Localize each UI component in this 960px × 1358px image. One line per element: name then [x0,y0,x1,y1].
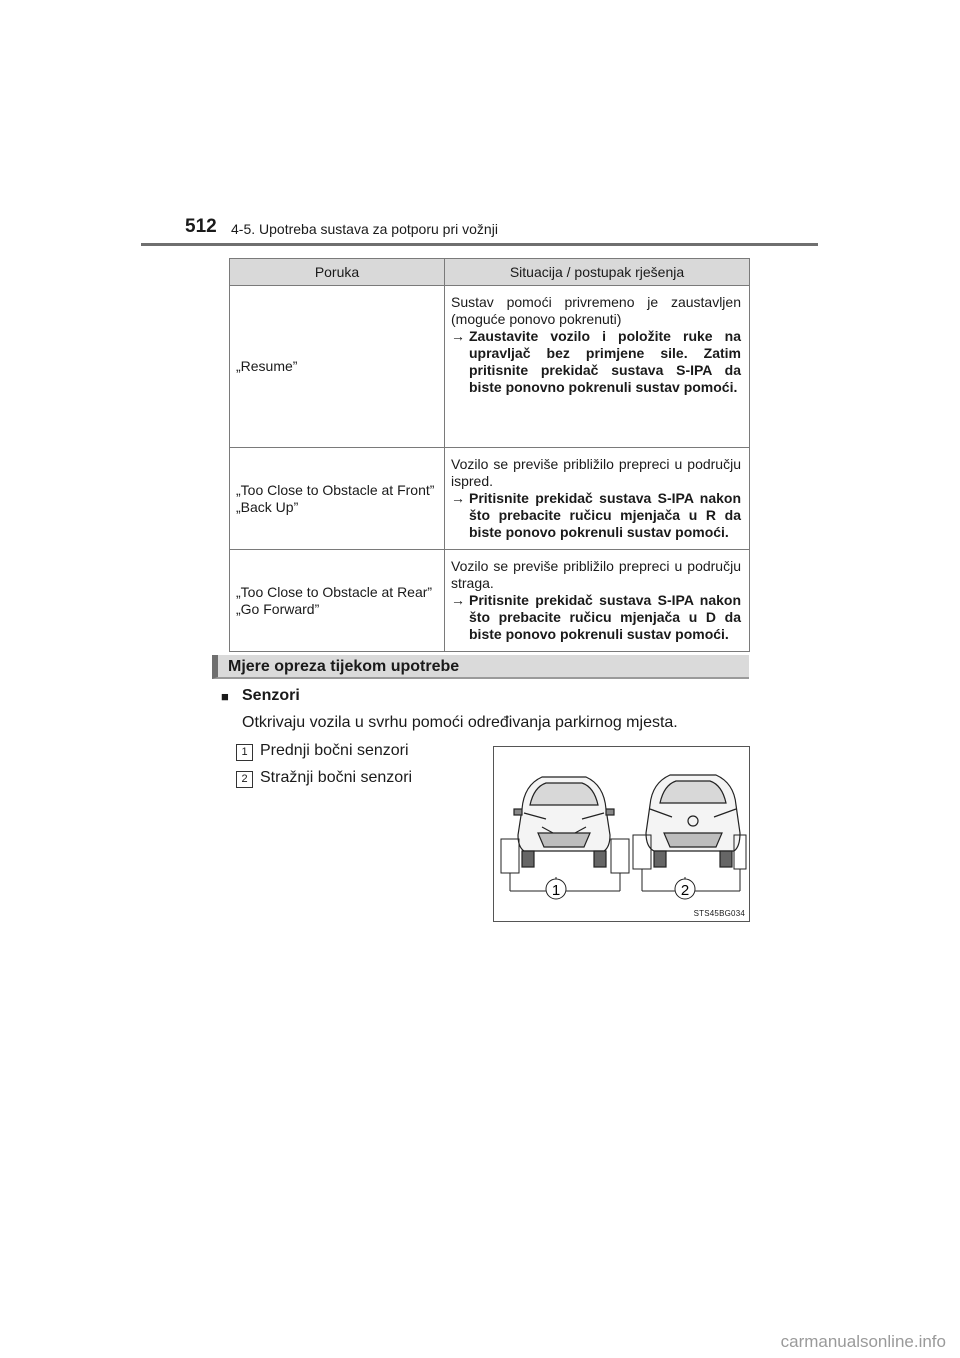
item-label-rear-sensors: Stražnji bočni senzori [260,769,413,786]
car-front-view [514,777,614,867]
situation-cell [445,550,750,652]
square-bullet-icon: ■ [221,689,229,704]
chapter-title: 4-5. Upotreba sustava za potporu pri vožnji [231,221,498,237]
column-header-message: Poruka [230,259,445,286]
item-label-front-sensors: Prednji bočni senzori [260,742,409,759]
callout-number-2: 2 [236,771,253,788]
callout-number-1: 1 [236,744,253,761]
header-divider [141,243,818,246]
figure-code: STS45BG034 [693,909,745,918]
situation-cell [445,448,750,550]
table-row [230,550,750,652]
action-label: Pritisnite prekidač sustava S-IPA nakon što prebacite ručicu mjenjača u R da biste ponovo pokrenuli sustav pomoći. [469,490,741,540]
action-label: Zaustavite vozilo i položite ruke na upravljač bez primjene sile. Zatim pritisnite prekidač sustava S-IPA da biste ponovno pokrenuli sustav pomoći. [469,328,741,395]
action-text [451,328,741,396]
message-table [229,258,750,652]
figure-callout-1: 1 [551,882,561,899]
watermark: carmanualsonline.info [780,1332,946,1351]
action-text [451,490,741,541]
message-text: „Too Close to Obstacle at Front” [236,481,435,498]
situation-cell [445,286,750,448]
message-cell [230,286,445,448]
column-header-situation: Situacija / postupak rješenja [445,259,750,286]
subsection-title: Senzori [242,687,300,704]
section-title: Mjere opreza tijekom upotrebe [228,658,460,675]
message-text-secondary: „Go Forward” [236,600,320,617]
table-header-row [230,259,750,286]
situation-text: Sustav pomoći privremeno je zaustavljen (moguće ponovo pokrenuti) [451,294,741,327]
arrow-icon: → [451,592,465,608]
table-row [230,448,750,550]
figure-callout-2: 2 [680,882,690,899]
body-text: Otkrivaju vozila u svrhu pomoći određivanja parkirnog mjesta. [242,714,678,731]
front-right-sensor-zone [611,839,629,873]
table-row [230,286,750,448]
message-text: „Too Close to Obstacle at Rear” [236,583,433,600]
arrow-icon: → [451,490,465,506]
action-text [451,592,741,643]
message-text: „Resume” [236,358,298,374]
car-sensor-illustration [494,747,749,921]
message-cell [230,550,445,652]
page-number: 512 [185,216,217,237]
action-label: Pritisnite prekidač sustava S-IPA nakon što prebacite ručicu mjenjača u D da biste ponovo pokrenuli sustav pomoći. [469,592,741,642]
section-heading-bar [212,655,749,679]
message-cell [230,448,445,550]
arrow-icon: → [451,328,465,344]
message-text-secondary: „Back Up” [236,498,299,515]
front-left-sensor-zone [501,839,519,873]
car-rear-view [646,775,740,867]
situation-text: Vozilo se previše približilo prepreci u području straga. [451,558,741,591]
sensor-figure [493,746,750,922]
situation-text: Vozilo se previše približilo prepreci u području ispred. [451,456,741,489]
